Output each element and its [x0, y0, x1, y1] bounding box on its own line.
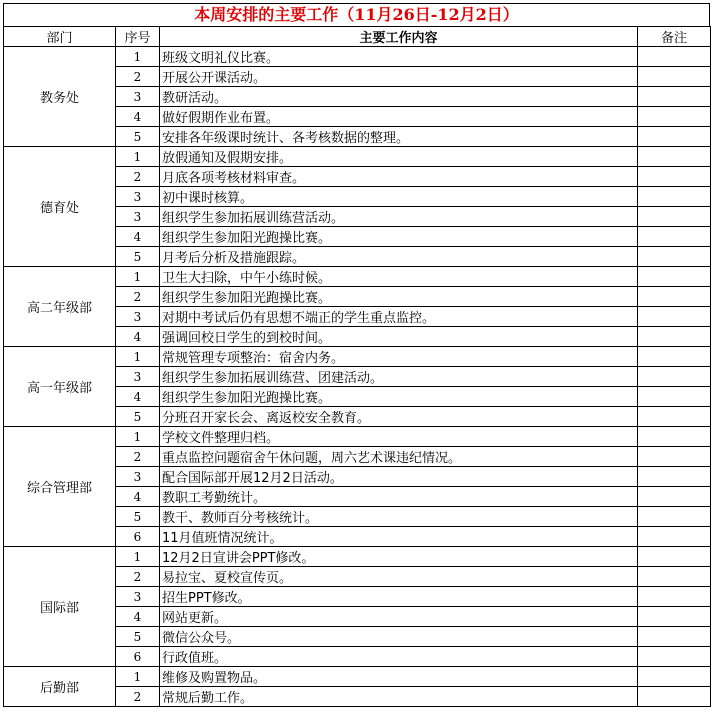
remark-cell: [638, 467, 711, 487]
seq-cell: 4: [116, 387, 160, 407]
department-cell: 综合管理部: [4, 427, 116, 547]
remark-cell: [638, 447, 711, 467]
content-cell: 11月值班情况统计。: [160, 527, 638, 547]
content-cell: 教干、教师百分考核统计。: [160, 507, 638, 527]
table-row: [4, 47, 711, 67]
header-row: [4, 27, 711, 47]
seq-cell: 2: [116, 167, 160, 187]
department-cell: 后勤部: [4, 667, 116, 707]
seq-cell: 1: [116, 547, 160, 567]
table-row: [4, 267, 711, 287]
seq-cell: 3: [116, 367, 160, 387]
remark-cell: [638, 67, 711, 87]
seq-cell: 4: [116, 327, 160, 347]
seq-cell: 5: [116, 627, 160, 647]
content-cell: 行政值班。: [160, 647, 638, 667]
department-cell: 国际部: [4, 547, 116, 667]
seq-cell: 4: [116, 227, 160, 247]
seq-cell: 3: [116, 467, 160, 487]
table-row: [4, 547, 711, 567]
content-cell: 组织学生参加拓展训练营活动。: [160, 207, 638, 227]
content-cell: 分班召开家长会、离返校安全教育。: [160, 407, 638, 427]
remark-cell: [638, 147, 711, 167]
sheet-title: 本周安排的主要工作（11月26日-12月2日）: [3, 3, 710, 26]
seq-cell: 3: [116, 587, 160, 607]
remark-cell: [638, 167, 711, 187]
table-row: [4, 347, 711, 367]
remark-cell: [638, 187, 711, 207]
remark-cell: [638, 647, 711, 667]
content-cell: 卫生大扫除，中午小练时候。: [160, 267, 638, 287]
content-cell: 教研活动。: [160, 87, 638, 107]
seq-cell: 2: [116, 687, 160, 707]
seq-cell: 2: [116, 287, 160, 307]
remark-cell: [638, 227, 711, 247]
seq-cell: 2: [116, 67, 160, 87]
content-cell: 开展公开课活动。: [160, 67, 638, 87]
department-cell: 高一年级部: [4, 347, 116, 427]
remark-cell: [638, 607, 711, 627]
content-cell: 组织学生参加阳光跑操比赛。: [160, 287, 638, 307]
content-cell: 安排各年级课时统计、各考核数据的整理。: [160, 127, 638, 147]
seq-cell: 4: [116, 107, 160, 127]
content-cell: 班级文明礼仪比赛。: [160, 47, 638, 67]
remark-cell: [638, 667, 711, 687]
seq-cell: 4: [116, 487, 160, 507]
seq-cell: 2: [116, 567, 160, 587]
content-cell: 组织学生参加阳光跑操比赛。: [160, 227, 638, 247]
seq-cell: 1: [116, 267, 160, 287]
remark-cell: [638, 207, 711, 227]
seq-cell: 1: [116, 147, 160, 167]
table-body: [4, 47, 711, 707]
seq-cell: 5: [116, 407, 160, 427]
content-cell: 常规后勤工作。: [160, 687, 638, 707]
seq-cell: 3: [116, 187, 160, 207]
table-row: [4, 667, 711, 687]
content-cell: 微信公众号。: [160, 627, 638, 647]
department-cell: 教务处: [4, 47, 116, 147]
remark-cell: [638, 107, 711, 127]
remark-cell: [638, 547, 711, 567]
remark-cell: [638, 627, 711, 647]
content-cell: 常规管理专项整治：宿舍内务。: [160, 347, 638, 367]
header-dept: 部门: [4, 27, 116, 47]
content-cell: 强调回校日学生的到校时间。: [160, 327, 638, 347]
content-cell: 易拉宝、夏校宣传页。: [160, 567, 638, 587]
remark-cell: [638, 527, 711, 547]
table-row: [4, 427, 711, 447]
remark-cell: [638, 427, 711, 447]
header-content: 主要工作内容: [160, 27, 638, 47]
content-cell: 组织学生参加拓展训练营、团建活动。: [160, 367, 638, 387]
seq-cell: 1: [116, 427, 160, 447]
remark-cell: [638, 567, 711, 587]
work-table: [3, 26, 711, 707]
remark-cell: [638, 487, 711, 507]
seq-cell: 1: [116, 47, 160, 67]
header-remark: 备注: [638, 27, 711, 47]
content-cell: 月考后分析及措施跟踪。: [160, 247, 638, 267]
seq-cell: 3: [116, 307, 160, 327]
seq-cell: 5: [116, 247, 160, 267]
seq-cell: 5: [116, 127, 160, 147]
header-seq: 序号: [116, 27, 160, 47]
seq-cell: 3: [116, 207, 160, 227]
department-cell: 德育处: [4, 147, 116, 267]
content-cell: 做好假期作业布置。: [160, 107, 638, 127]
content-cell: 对期中考试后仍有思想不端正的学生重点监控。: [160, 307, 638, 327]
content-cell: 网站更新。: [160, 607, 638, 627]
remark-cell: [638, 367, 711, 387]
content-cell: 放假通知及假期安排。: [160, 147, 638, 167]
content-cell: 12月2日宣讲会PPT修改。: [160, 547, 638, 567]
seq-cell: 3: [116, 87, 160, 107]
remark-cell: [638, 307, 711, 327]
content-cell: 教职工考勤统计。: [160, 487, 638, 507]
remark-cell: [638, 347, 711, 367]
department-cell: 高二年级部: [4, 267, 116, 347]
seq-cell: 5: [116, 507, 160, 527]
content-cell: 招生PPT修改。: [160, 587, 638, 607]
content-cell: 维修及购置物品。: [160, 667, 638, 687]
remark-cell: [638, 387, 711, 407]
seq-cell: 1: [116, 667, 160, 687]
content-cell: 重点监控问题宿舍午休问题，周六艺术课违纪情况。: [160, 447, 638, 467]
remark-cell: [638, 127, 711, 147]
remark-cell: [638, 327, 711, 347]
seq-cell: 6: [116, 527, 160, 547]
remark-cell: [638, 507, 711, 527]
seq-cell: 2: [116, 447, 160, 467]
content-cell: 月底各项考核材料审查。: [160, 167, 638, 187]
seq-cell: 1: [116, 347, 160, 367]
remark-cell: [638, 687, 711, 707]
remark-cell: [638, 87, 711, 107]
remark-cell: [638, 287, 711, 307]
remark-cell: [638, 407, 711, 427]
content-cell: 初中课时核算。: [160, 187, 638, 207]
content-cell: 配合国际部开展12月2日活动。: [160, 467, 638, 487]
seq-cell: 6: [116, 647, 160, 667]
remark-cell: [638, 587, 711, 607]
remark-cell: [638, 47, 711, 67]
content-cell: 学校文件整理归档。: [160, 427, 638, 447]
content-cell: 组织学生参加阳光跑操比赛。: [160, 387, 638, 407]
seq-cell: 4: [116, 607, 160, 627]
remark-cell: [638, 267, 711, 287]
schedule-sheet: [3, 3, 710, 707]
remark-cell: [638, 247, 711, 267]
table-row: [4, 147, 711, 167]
